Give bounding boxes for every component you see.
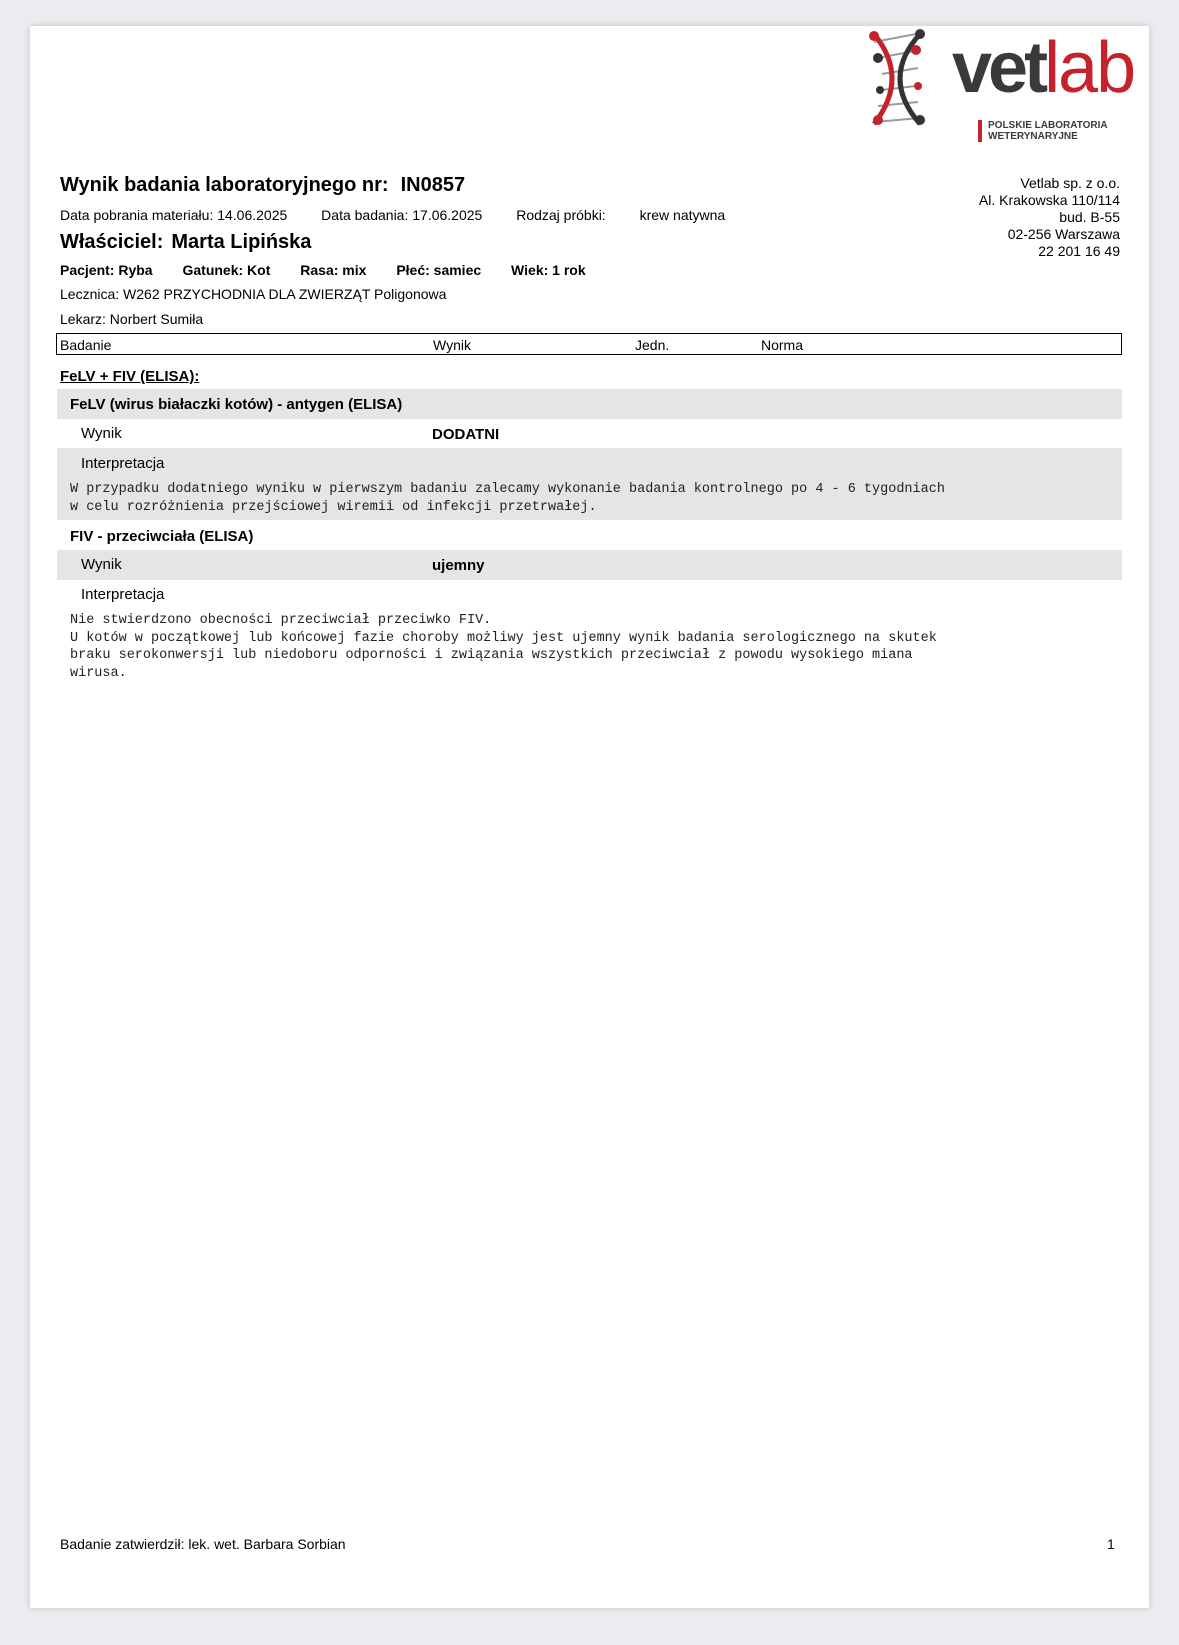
fiv-test-name: FIV - przeciwciała (ELISA) <box>70 528 254 545</box>
company-address: Vetlab sp. z o.o. Al. Krakowska 110/114 bud. B-55 02-256 Warszawa 22 201 16 49 <box>978 175 1120 259</box>
age: Wiek: 1 rok <box>511 262 586 278</box>
col-badanie: Badanie <box>60 337 112 353</box>
doctor: Lekarz: Norbert Sumiła <box>60 311 204 327</box>
species: Gatunek: Kot <box>182 262 271 278</box>
col-jedn: Jedn. <box>635 337 670 353</box>
col-wynik: Wynik <box>433 337 471 353</box>
collection-date: Data pobrania materiału: 14.06.2025 <box>60 207 288 223</box>
group-title: FeLV + FIV (ELISA): <box>60 368 200 385</box>
logo-tagline: POLSKIE LABORATORIA WETERYNARYJNE <box>978 120 1108 142</box>
breed: Rasa: mix <box>300 262 367 278</box>
table-header <box>56 333 1122 355</box>
fiv-result-label: Wynik <box>81 556 122 573</box>
test-date: Data badania: 17.06.2025 <box>321 207 483 223</box>
patient-name: Pacjent: Ryba <box>60 262 153 278</box>
owner-row: Właściciel: Marta Lipińska <box>60 231 312 253</box>
page-number: 1 <box>1107 1536 1115 1552</box>
fiv-interp-text: Nie stwierdzono obecności przeciwciał przeciwko FIV. U kotów w początkowej lub końcowej fazie choroby możliwy jest ujemny wynik badania serologicznego na skutek braku serokonwersji lub niedoboru odporności i związania wszystkich przeciwciał z powodu wysokiego miana wirusa. <box>70 613 937 681</box>
felv-test-name: FeLV (wirus białaczki kotów) - antygen (ELISA) <box>70 396 403 413</box>
sex: Płeć: samiec <box>396 262 482 278</box>
felv-interp-text: W przypadku dodatniego wyniku w pierwszym badaniu zalecamy wykonanie badania kontrolnego po 4 - 6 tygodniach w celu rozróżnienia przejściowej wiremii od infekcji przetrwałej. <box>70 482 945 515</box>
clinic: Lecznica: W262 PRZYCHODNIA DLA ZWIERZĄT Poligonowa <box>60 286 447 302</box>
fiv-band <box>57 550 1122 580</box>
felv-result-value: DODATNI <box>432 426 500 443</box>
fiv-interp-label: Interpretacja <box>81 586 165 603</box>
fiv-result-value: ujemny <box>432 557 485 574</box>
sample-type-label: Rodzaj próbki: <box>516 207 606 223</box>
approved-by: Badanie zatwierdził: lek. wet. Barbara Sorbian <box>60 1536 346 1552</box>
report-number: IN0857 <box>400 174 466 196</box>
dates-row <box>60 207 755 223</box>
report-title: Wynik badania laboratoryjnego nr: IN0857 <box>60 174 466 196</box>
col-norma: Norma <box>761 337 804 353</box>
logo-wordmark: vetlab <box>952 28 1135 108</box>
patient-row <box>60 262 612 278</box>
dna-helix-icon <box>864 28 954 128</box>
vetlab-logo <box>864 28 1135 148</box>
owner-name: Marta Lipińska <box>171 231 312 253</box>
sample-type-value: krew natywna <box>639 207 726 223</box>
felv-interp-label: Interpretacja <box>81 455 165 472</box>
felv-result-label: Wynik <box>81 425 122 442</box>
